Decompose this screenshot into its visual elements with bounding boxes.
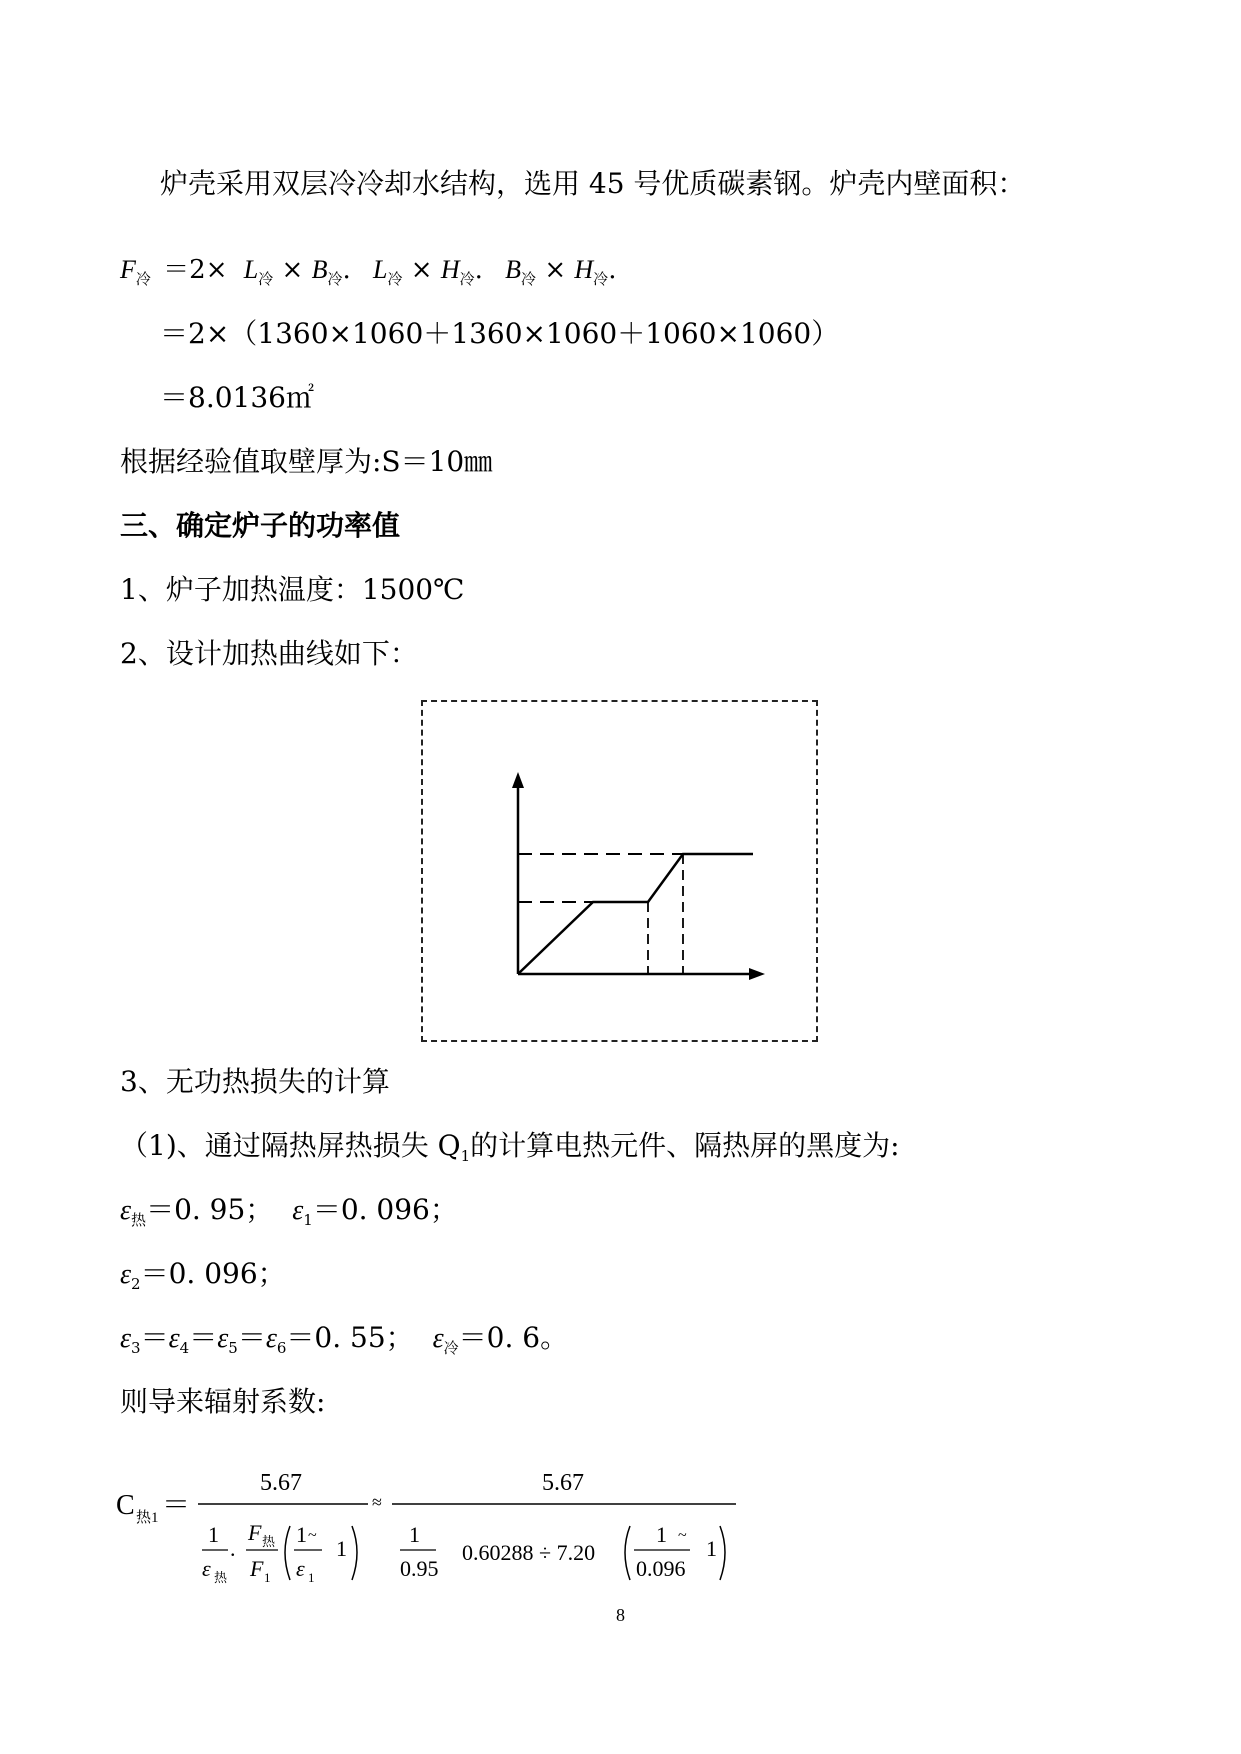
eps: ε — [292, 1195, 304, 1226]
sub-leng: 冷 — [459, 270, 475, 288]
sub-leng: 冷 — [387, 270, 403, 288]
den-paren-one: 1 — [296, 1522, 307, 1547]
sub-4: 4 — [179, 1339, 190, 1357]
sub-6: 6 — [276, 1339, 287, 1357]
list-item-1: 1、炉子加热温度：1500℃ — [120, 573, 465, 606]
den-F: F — [248, 1520, 262, 1545]
value: ＝0. 096； — [140, 1257, 286, 1290]
den-F-sub: 热 — [262, 1534, 276, 1549]
den2-tilde: ~ — [678, 1527, 687, 1544]
dot: . — [342, 255, 351, 285]
text: （1)、通过隔热屏热损失 Q — [120, 1129, 461, 1162]
eps: ε — [168, 1323, 180, 1354]
den-eps1: ε — [296, 1556, 305, 1581]
sub-re1: 热1 — [136, 1510, 159, 1526]
times: × — [544, 255, 567, 285]
x-axis-arrow — [749, 968, 765, 980]
sub-re: 热 — [131, 1211, 147, 1229]
list-item-2: 2、设计加热曲线如下： — [120, 637, 418, 670]
sub-leng: 冷 — [327, 270, 343, 288]
wall-thickness: 根据经验值取壁厚为:S＝10㎜ — [120, 445, 493, 478]
value: ＝0. 096； — [312, 1193, 458, 1226]
sub-3: 3 — [131, 1339, 141, 1357]
den-eps: ε — [202, 1556, 211, 1581]
y-axis-arrow — [512, 772, 524, 788]
dot: . — [608, 255, 617, 285]
numerator: 5.67 — [260, 1470, 302, 1496]
sub-leng: 冷 — [258, 270, 274, 288]
calc-value: ＝8.0136 — [160, 381, 286, 414]
eps: ε — [120, 1259, 132, 1290]
approx: ≈ — [372, 1492, 382, 1512]
den2-minus-one: 1 — [706, 1536, 717, 1561]
den2-expr: 0.60288 ÷ 7.20 — [462, 1540, 596, 1565]
calc-line-1: ＝2×（1360×1060＋1360×1060＋1060×1060） — [160, 317, 840, 350]
sub-leng: 冷 — [135, 270, 151, 288]
dot: . — [474, 255, 483, 285]
den-dot: . — [230, 1536, 236, 1561]
list-item-3: 3、无功热损失的计算 — [120, 1065, 390, 1098]
section-heading: 三、确定炉子的功率值 — [120, 509, 401, 542]
times: × — [410, 255, 433, 285]
sub-1: 1 — [460, 1147, 471, 1165]
eq: ＝ — [237, 1321, 266, 1354]
sub-5: 5 — [228, 1339, 238, 1357]
times: × — [281, 255, 304, 285]
eq-2x: ＝2× — [163, 255, 228, 285]
eq: ＝ — [140, 1321, 169, 1354]
page-number: 8 — [616, 1605, 625, 1625]
formula-area — [120, 252, 616, 297]
eq: ＝ — [162, 1490, 191, 1521]
den-F1-sub: 1 — [264, 1570, 271, 1585]
formula-svg — [116, 1452, 736, 1592]
heating-curve — [518, 854, 753, 974]
numerator-2: 5.67 — [542, 1470, 584, 1496]
sub-1: 1 — [303, 1211, 313, 1229]
paren-left-2 — [625, 1526, 630, 1580]
radiation-coefficient-formula — [116, 1452, 736, 1599]
eps: ε — [432, 1323, 444, 1354]
paren-left — [285, 1526, 290, 1580]
eps: ε — [217, 1323, 229, 1354]
emissivity-line-1 — [120, 1192, 458, 1238]
emissivity-line-3 — [120, 1320, 568, 1366]
var-H: H — [440, 255, 460, 284]
eps: ε — [265, 1323, 277, 1354]
value: ＝0. 6。 — [458, 1321, 569, 1354]
den-tilde: ~ — [308, 1527, 317, 1544]
den2-paren-one: 1 — [656, 1522, 667, 1547]
text: 的计算电热元件、隔热屏的黑度为: — [470, 1129, 900, 1162]
eps: ε — [120, 1323, 132, 1354]
var-H: H — [574, 255, 594, 284]
value: ＝0. 95； — [146, 1193, 274, 1226]
den2-0096: 0.096 — [636, 1556, 686, 1581]
var-F: F — [120, 255, 136, 284]
paren-right-2 — [720, 1526, 725, 1580]
paragraph-coefficient: 则导来辐射系数: — [120, 1385, 326, 1418]
paren-right — [352, 1526, 357, 1580]
den-one: 1 — [208, 1522, 219, 1547]
den-F1: F — [250, 1556, 264, 1581]
value: ＝0. 55； — [286, 1321, 414, 1354]
unit-square-meter: ㎡ — [285, 381, 314, 414]
heating-curve-figure — [421, 700, 818, 1042]
var-B: B — [505, 255, 522, 284]
var-L: L — [373, 255, 388, 284]
eps: ε — [120, 1195, 132, 1226]
den-minus-one: 1 — [336, 1536, 347, 1561]
sub-2: 2 — [131, 1275, 141, 1293]
heating-curve-svg — [423, 702, 816, 1040]
emissivity-line-2 — [120, 1256, 286, 1302]
sym-C: C — [116, 1490, 135, 1521]
den-sub-re: 热 — [214, 1570, 228, 1585]
sub-leng: 冷 — [521, 270, 537, 288]
sub-leng: 冷 — [443, 1339, 459, 1357]
var-L: L — [243, 255, 259, 284]
den2-one: 1 — [409, 1522, 420, 1547]
den-eps1-sub: 1 — [308, 1570, 315, 1585]
list-item-3-1 — [120, 1128, 900, 1174]
paragraph-shell-structure: 炉壳采用双层冷冷却水结构，选用 45 号优质碳素钢。炉壳内壁面积： — [160, 167, 1026, 200]
calc-line-2 — [160, 380, 314, 416]
var-B: B — [311, 255, 328, 284]
sub-leng: 冷 — [593, 270, 609, 288]
den2-095: 0.95 — [400, 1556, 439, 1581]
eq: ＝ — [189, 1321, 218, 1354]
